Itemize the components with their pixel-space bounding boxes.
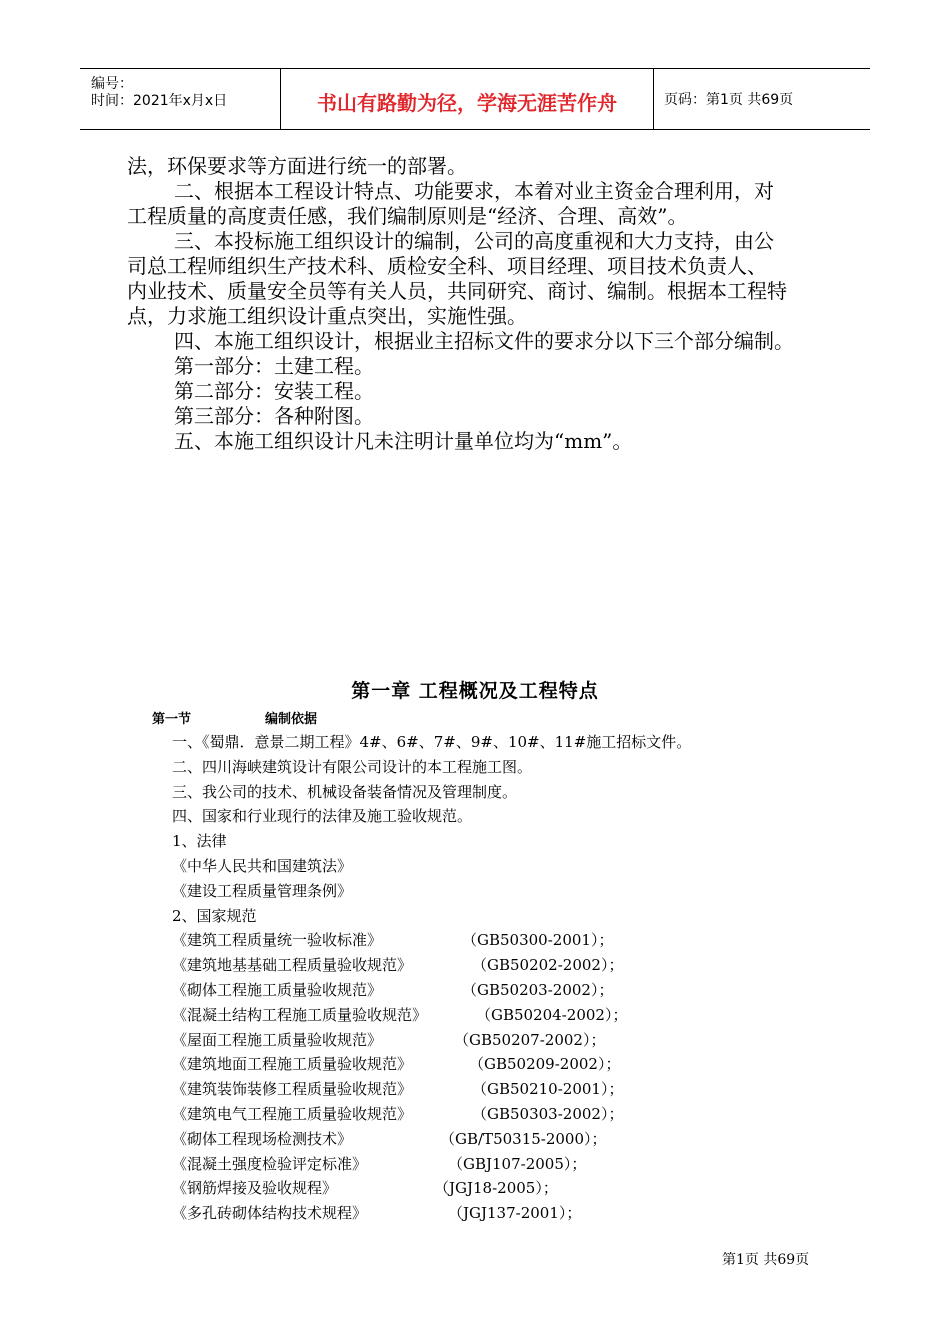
list-item: 《中华人民共和国建筑法》 (172, 856, 353, 875)
standard-code: （JGJ137-2001）； (448, 1204, 582, 1223)
standard-code: （GB50210-2001）； (472, 1080, 624, 1099)
header-page-cell (654, 69, 870, 129)
intro-line: 点，力求施工组织设计重点突出，实施性强。 (127, 304, 527, 328)
intro-line: 三、本投标施工组织设计的编制，公司的高度重视和大力支持，由公 (174, 229, 774, 253)
standard-name: 《混凝土结构工程施工质量验收规范》 (172, 1005, 428, 1024)
intro-line: 第二部分：安装工程。 (174, 379, 374, 403)
intro-line: 内业技术、质量安全员等有关人员，共同研究、商讨、编制。根据本工程特 (127, 279, 787, 303)
standard-row (172, 1028, 872, 1053)
intro-line: 司总工程师组织生产技术科、质检安全科、项目经理、项目技术负责人、 (127, 254, 767, 278)
list-item: 2、国家规范 (172, 906, 257, 925)
standard-name: 《屋面工程施工质量验收规范》 (172, 1030, 383, 1049)
serial-label: 编号： (91, 76, 133, 92)
standard-row (172, 928, 872, 953)
page-footer: 第1页 共69页 (722, 1252, 810, 1268)
standard-row (172, 1127, 872, 1152)
intro-text (127, 154, 847, 454)
header-motto: 书山有路勤为径，学海无涯苦作舟 (317, 91, 617, 115)
standard-code: （GB50204-2002）； (476, 1005, 628, 1024)
standard-row (172, 978, 872, 1003)
standard-name: 《建筑工程质量统一验收标准》 (172, 931, 383, 950)
intro-line: 工程质量的高度责任感，我们编制原则是“经济、合理、高效”。 (127, 204, 688, 228)
page-header (80, 68, 870, 130)
standard-code: （JGJ18-2005）； (434, 1179, 558, 1198)
standard-code: （GB/T50315-2000）； (440, 1129, 607, 1148)
header-meta-cell (80, 69, 281, 129)
intro-line: 第一部分：土建工程。 (174, 354, 374, 378)
standard-row (172, 953, 872, 978)
header-motto-cell (281, 69, 654, 129)
standard-name: 《钢筋焊接及验收规程》 (172, 1179, 338, 1198)
list-item: 一、《蜀鼎．意景二期工程》4#、6#、7#、9#、10#、11#施工招标文件。 (172, 733, 692, 751)
basis-list (172, 730, 872, 1226)
intro-line: 四、本施工组织设计，根据业主招标文件的要求分以下三个部分编制。 (174, 329, 794, 353)
list-item: 二、四川海峡建筑设计有限公司设计的本工程施工图。 (172, 757, 533, 776)
intro-line: 五、本施工组织设计凡未注明计量单位均为“mm”。 (174, 429, 633, 453)
standard-row (172, 1102, 872, 1127)
header-page-info: 页码：第1页 共69页 (664, 92, 794, 108)
section-title: 编制依据 (265, 712, 318, 727)
standard-name: 《建筑地面工程施工质量验收规范》 (172, 1055, 413, 1074)
standard-name: 《建筑装饰装修工程质量验收规范》 (172, 1080, 413, 1099)
standard-row (172, 1176, 872, 1201)
list-item: 《建设工程质量管理条例》 (172, 881, 353, 900)
standard-row (172, 1003, 872, 1028)
intro-line: 二、根据本工程设计特点、功能要求，本着对业主资金合理利用，对 (174, 179, 774, 203)
standard-code: （GB50202-2002）； (472, 956, 624, 975)
standard-code: （GB50207-2002）； (454, 1030, 606, 1049)
standard-name: 《砌体工程现场检测技术》 (172, 1129, 353, 1148)
time-label: 时间：2021年x月x日 (91, 93, 228, 109)
standard-name: 《混凝土强度检验评定标准》 (172, 1154, 368, 1173)
list-item: 四、国家和行业现行的法律及施工验收规范。 (172, 807, 473, 826)
standard-name: 《多孔砖砌体结构技术规程》 (172, 1204, 368, 1223)
standard-name: 《砌体工程施工质量验收规范》 (172, 980, 383, 999)
standard-code: （GB50303-2002）； (472, 1104, 624, 1123)
standard-row (172, 1077, 872, 1102)
standard-code: （GB50209-2002）； (469, 1055, 621, 1074)
standard-row (172, 1201, 872, 1226)
intro-line: 法，环保要求等方面进行统一的部署。 (127, 154, 467, 178)
standard-name: 《建筑地基基础工程质量验收规范》 (172, 956, 413, 975)
standard-row (172, 1152, 872, 1177)
standard-code: （GB50203-2002）； (462, 980, 614, 999)
list-item: 1、法律 (172, 832, 227, 851)
section-number: 第一节 (152, 712, 192, 727)
standard-row (172, 1052, 872, 1077)
standard-name: 《建筑电气工程施工质量验收规范》 (172, 1104, 413, 1123)
intro-line: 第三部分：各种附图。 (174, 404, 374, 428)
section-heading (152, 708, 318, 727)
chapter-title: 第一章 工程概况及工程特点 (351, 680, 599, 702)
standard-code: （GBJ107-2005）； (448, 1154, 587, 1173)
list-item: 三、我公司的技术、机械设备装备情况及管理制度。 (172, 782, 518, 801)
standard-code: （GB50300-2001）； (462, 931, 614, 950)
